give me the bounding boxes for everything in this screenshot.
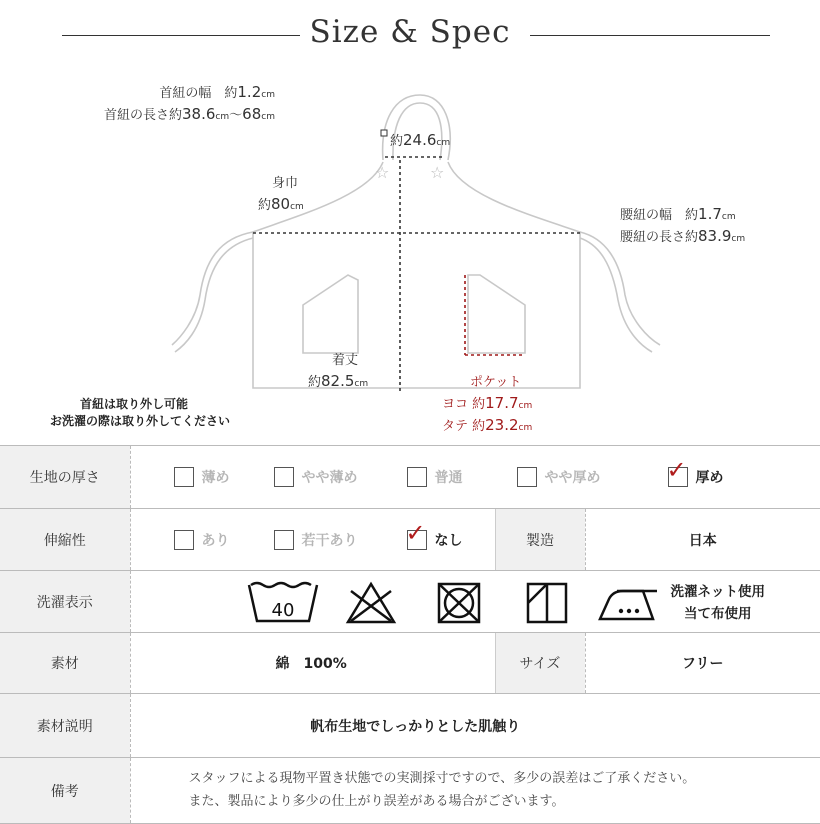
stretch-label: 伸縮性 (0, 509, 130, 571)
made-in-value: 日本 (585, 509, 820, 571)
body-width-label: 身巾 (258, 175, 304, 194)
check-icon: ✓ (667, 458, 687, 482)
prefix: 約 (390, 134, 403, 149)
material-label: 素材 (0, 633, 130, 694)
thickness-option-normal[interactable] (407, 467, 463, 487)
unit: cm (722, 212, 736, 222)
checkbox[interactable] (274, 467, 294, 487)
option-label: 厚め (696, 467, 724, 487)
material-value: 綿 100% (130, 633, 495, 694)
remarks-label: 備考 (0, 758, 130, 824)
pocket-width-value: 17.7 (485, 394, 518, 412)
spec-table (0, 445, 820, 824)
table-row-washing (0, 571, 820, 633)
checkbox[interactable] (274, 530, 294, 550)
waist-strap-length-value: 83.9 (698, 227, 731, 245)
range-sep: 〜 (229, 108, 242, 123)
pocket-labels (442, 374, 532, 437)
made-in-label: 製造 (495, 509, 585, 571)
neck-strap-length-min: 38.6 (182, 105, 215, 123)
thickness-option-slightly-thin[interactable] (274, 467, 358, 487)
top-width-value: 24.6 (403, 131, 436, 149)
option-label: やや薄め (302, 467, 358, 487)
remarks-value (130, 758, 820, 824)
option-label: 普通 (435, 467, 463, 487)
prefix: 約 (685, 208, 698, 223)
size-value: フリー (585, 633, 820, 694)
length-label: 着丈 (308, 352, 368, 371)
waist-strap-right (580, 238, 652, 352)
note-line-2: お洗濯の際は取り外してください (50, 413, 230, 430)
option-label: 若干あり (302, 530, 358, 550)
table-row-material (0, 633, 820, 694)
thickness-option-thin[interactable] (174, 467, 230, 487)
unit: cm (354, 379, 368, 389)
remarks-line-2: また、製品により多少の仕上がり誤差がある場合がございます。 (189, 791, 820, 813)
waist-strap-width-value: 1.7 (698, 205, 722, 223)
checkbox[interactable] (174, 530, 194, 550)
thickness-option-slightly-thick[interactable] (517, 467, 601, 487)
remarks-line-1: スタッフによる現物平置き状態での実測採寸ですので、多少の誤差はご了承ください。 (189, 768, 820, 790)
table-row-remarks (0, 758, 820, 824)
wash-temp: 40 (271, 600, 294, 621)
unit: cm (290, 202, 304, 212)
body-width-labels (258, 175, 304, 216)
page-title: Size & Spec (0, 14, 820, 50)
button-marker (381, 130, 387, 136)
unit: cm (261, 90, 275, 100)
note-line-1: 首紐は取り外し可能 (50, 396, 230, 413)
check-icon: ✓ (406, 521, 426, 545)
prefix: 約 (308, 375, 321, 390)
stretch-option-none[interactable] (407, 530, 463, 550)
stretch-options (130, 509, 495, 571)
table-row-stretch (0, 509, 820, 571)
waist-strap-labels (620, 204, 745, 248)
pocket-height-label: タテ 約 (442, 419, 485, 434)
checkbox[interactable] (517, 467, 537, 487)
top-width-label (390, 130, 450, 152)
option-label: なし (435, 530, 463, 550)
star-icon-left: ☆ (375, 163, 389, 182)
no-tumble-dry-icon (436, 581, 482, 625)
unit: cm (519, 401, 533, 411)
washing-note-net: 洗濯ネット使用 (671, 581, 766, 603)
prefix: 約 (224, 86, 237, 101)
checkbox[interactable] (174, 467, 194, 487)
prefix: 約 (258, 198, 271, 213)
line-dry-icon (525, 581, 569, 625)
washing-label: 洗濯表示 (0, 571, 130, 633)
material-desc-label: 素材説明 (0, 694, 130, 758)
option-label: やや厚め (545, 467, 601, 487)
body-width-value: 80 (271, 195, 290, 213)
material-desc-value: 帆布生地でしっかりとした肌触り (130, 694, 820, 758)
pocket-height-value: 23.2 (485, 416, 518, 434)
neck-strap-width-label: 首紐の幅 (159, 86, 211, 101)
washing-note-cloth: 当て布使用 (671, 603, 766, 625)
neck-strap-labels (104, 82, 275, 126)
thickness-options (130, 446, 820, 509)
size-label: サイズ (495, 633, 585, 694)
star-icon-right: ☆ (430, 163, 444, 182)
unit: cm (731, 234, 745, 244)
unit: cm (436, 138, 450, 148)
neck-strap-length-label: 首紐の長さ約 (104, 108, 182, 123)
unit: cm (215, 112, 229, 122)
washing-symbols (130, 571, 820, 633)
length-labels (308, 352, 368, 393)
washing-notes (671, 581, 766, 626)
length-value: 82.5 (321, 372, 354, 390)
checkbox-checked[interactable] (407, 530, 427, 550)
unit: cm (261, 112, 275, 122)
neck-strap-width-value: 1.2 (237, 83, 261, 101)
waist-strap-length-label: 腰紐の長さ約 (620, 230, 698, 245)
removable-strap-note (50, 396, 230, 431)
table-row-material-desc (0, 694, 820, 758)
neck-strap-length-max: 68 (242, 105, 261, 123)
iron-icon (597, 585, 661, 623)
pocket-left (303, 275, 358, 353)
checkbox[interactable] (407, 467, 427, 487)
stretch-option-yes[interactable] (174, 530, 230, 550)
waist-strap-width-label: 腰紐の幅 (620, 208, 672, 223)
thickness-option-thick[interactable] (668, 467, 724, 487)
unit: cm (519, 423, 533, 433)
wash-40-icon (247, 579, 319, 625)
pocket-label: ポケット (442, 374, 532, 393)
pocket-right (468, 275, 525, 353)
option-label: 薄め (202, 467, 230, 487)
stretch-option-slight[interactable] (274, 530, 358, 550)
checkbox-checked[interactable] (668, 467, 688, 487)
option-label: あり (202, 530, 230, 550)
pocket-width-label: ヨコ 約 (442, 397, 485, 412)
table-row-thickness (0, 446, 820, 509)
no-bleach-icon (345, 581, 397, 625)
thickness-label: 生地の厚さ (0, 446, 130, 509)
